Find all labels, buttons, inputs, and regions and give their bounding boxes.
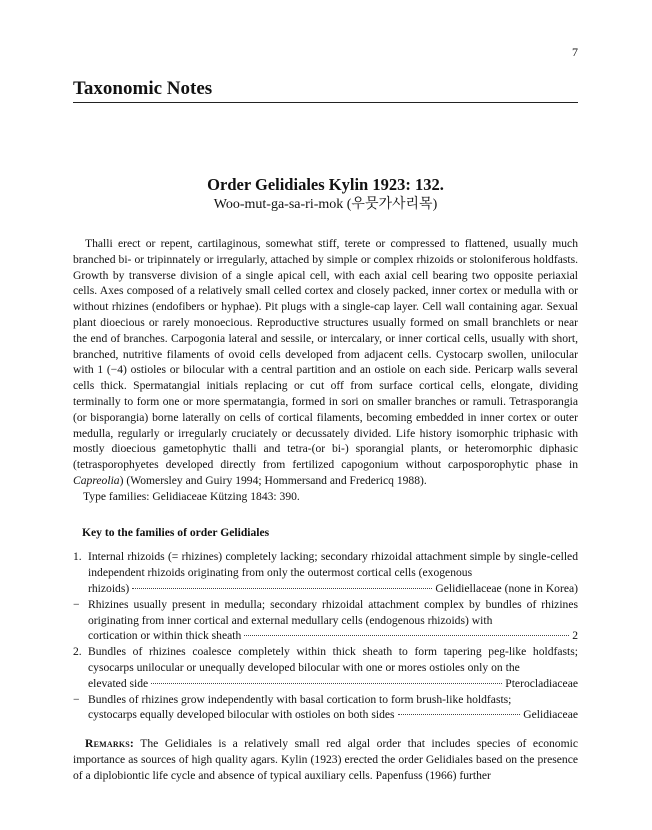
couplet-number: −	[73, 692, 80, 706]
remarks-text: The Gelidiales is a relatively small red algal order that includes species of economic importance as sources of high quality agars. Kylin (1923) erected the order Gelidiales based on the presence of a diplobiontic life cycle and absence of typical auxiliary cells. Papenfuss (1966) further	[73, 737, 578, 782]
couplet-last-text: rhizoids)	[88, 581, 130, 595]
couplet-last-text: cortication or within thick sheath	[88, 629, 242, 643]
key-couplet-2-alt	[73, 692, 578, 724]
key-title: Key to the families of order Gelidiales	[82, 525, 270, 539]
couplet-text: Internal rhizoids (= rhizines) completely lacking; secondary rhizoidal attachment simple by single-celled independent rhizoids originating from only the outermost cortical cells (exogenous	[88, 550, 578, 580]
leader-dots	[398, 714, 521, 715]
remarks-paragraph	[73, 736, 578, 783]
leader-dots	[132, 588, 432, 589]
description-paragraph	[73, 236, 578, 489]
body-text	[73, 236, 578, 784]
leader-dots	[244, 635, 569, 636]
description-text-end: ) (Womersley and Guiry 1994; Hommersand and Fredericq 1988).	[119, 473, 427, 487]
order-korean-name: Woo-mut-ga-sa-ri-mok (우뭇가사리목)	[213, 197, 438, 212]
couplet-result: Gelidiaceae	[523, 708, 578, 722]
key-couplet-1	[73, 549, 578, 596]
couplet-result: Pterocladiaceae	[505, 676, 578, 690]
couplet-number: 2.	[73, 645, 82, 659]
couplet-last-text: cystocarps equally developed bilocular with ostioles on both sides	[88, 708, 395, 722]
couplet-number: −	[73, 597, 80, 611]
type-families: Type families: Gelidiaceae Kützing 1843: 390.	[83, 489, 300, 503]
description-text: Thalli erect or repent, cartilaginous, somewhat stiff, terete or compressed to flattened, usually much branched bi- or tripinnately or irregularly, attached by simple or complex rhizoids or stoloniferous holdfasts. Growth by transverse division of a single apical cell, with each axial cell bearing two opposite periaxial cells. Axes composed of a relatively small celled cortex and closely packed, inner cortex or medulla with or without rhizines (endofibers or hyphae). Pit plugs with a single-cap layer. Cell wall containing agar. Sexual plant dioecious or rarely monoecious. Reproductive structures usually formed on small branchlets or near the end of branches. Carpogonia lateral and sessile, or intercalary, or inner cortical cells, usually with short, branched, nutritive filaments of ovoid cells developed from adjacent cells. Cystocarp swollen, unilocular with 1 (−4) ostioles or bilocular with a central partition and an ostiole on each side. Pericarp walls several cells thick. Spermatangial initials replacing or cut off from surface cortical cells, elongate, dividing terminally to form one or more spermatangia, formed in sori on smaller branches or ramuli. Tetrasporangia (or bisporangia) borne laterally on cells of cortical filaments, becoming embedded in inner cortex or outer medulla, regularly or irregularly cruciately or decussately divided. Life history isomorphic triphasic with mostly dioecious gametophytic thalli and tetra-(or bi-) sporangial plants, or heteromorphic diphasic (tetrasporophyetes developed directly from fertilized capogonium without carposporophytic phase in	[73, 237, 578, 472]
couplet-result: 2	[572, 629, 578, 643]
key-couplet-1-alt	[73, 597, 578, 644]
couplet-lead-line	[88, 581, 578, 597]
leader-dots	[151, 683, 502, 684]
couplet-text: Bundles of rhizines grow independently with basal cortication to form brush-like holdfasts;	[88, 692, 512, 706]
couplet-lead-line	[88, 628, 578, 644]
section-title: Taxonomic Notes	[73, 78, 578, 103]
couplet-text: Rhizines usually present in medulla; secondary rhizoidal attachment complex by bundles of rhizines originating from inner cortical and external medullary cells (endogenous rhizoids) with	[88, 597, 578, 627]
couplet-lead-line	[88, 676, 578, 692]
order-heading	[73, 175, 578, 215]
genus-italic: Capreolia	[73, 473, 120, 487]
couplet-lead-line	[88, 707, 578, 723]
page-number: 7	[572, 45, 578, 59]
remarks-label: Remarks:	[85, 737, 134, 751]
couplet-last-text: elevated side	[88, 676, 149, 690]
couplet-text: Bundles of rhizines coalesce completely within thick sheath to form tapering peg-like holdfasts; cysocarps unilocular or unequally developed bilocular with one or mores ostioles only on the	[88, 645, 578, 674]
couplet-result: Gelidiellaceae (none in Korea)	[435, 581, 578, 595]
key-couplet-2	[73, 644, 578, 691]
couplet-number: 1.	[73, 550, 82, 564]
order-title: Order Gelidiales Kylin 1923: 132.	[207, 175, 444, 194]
